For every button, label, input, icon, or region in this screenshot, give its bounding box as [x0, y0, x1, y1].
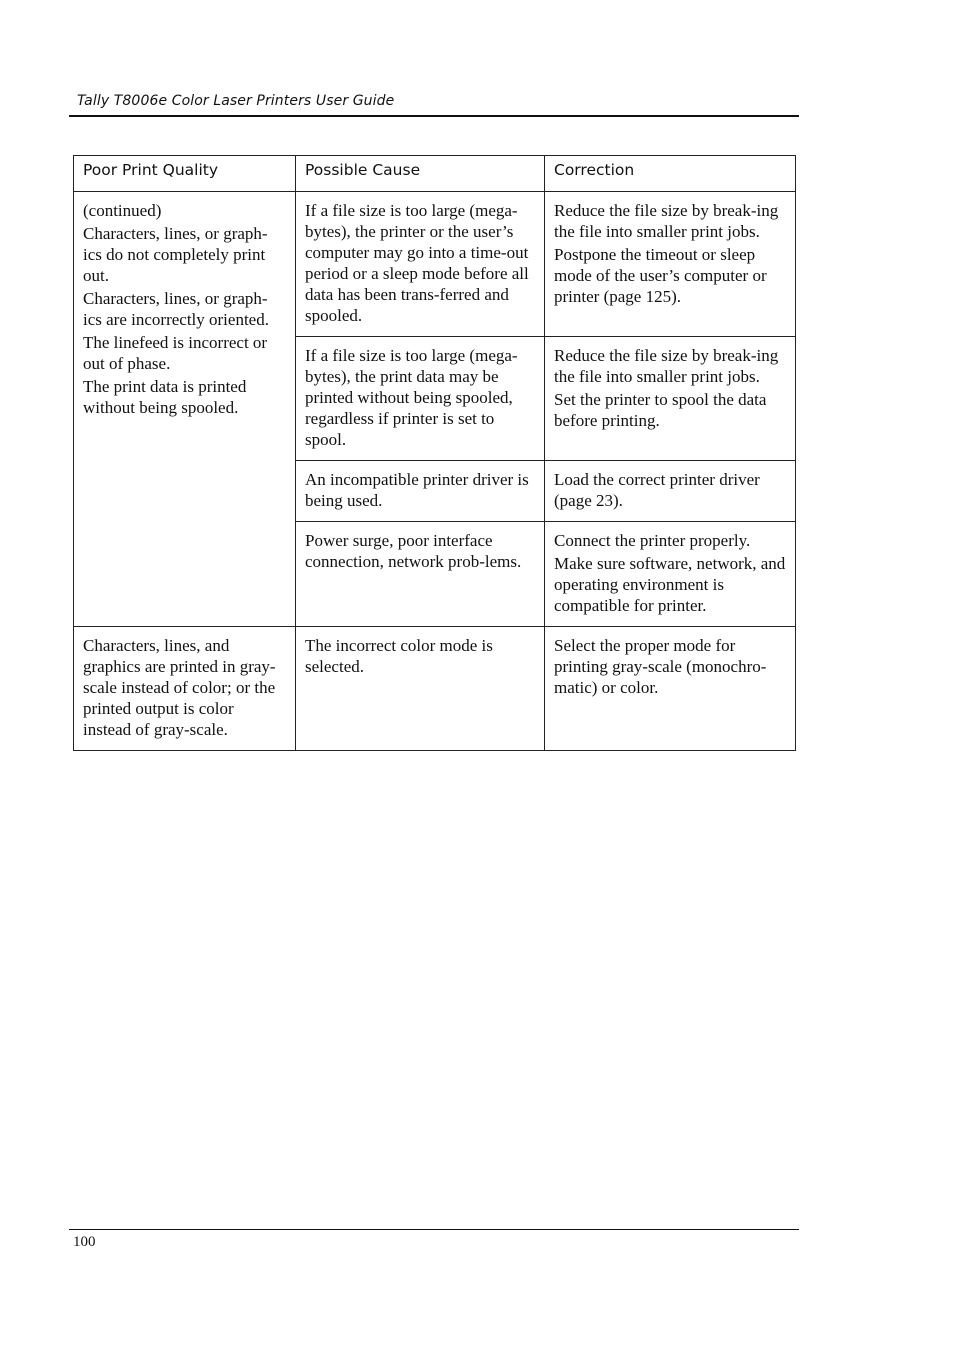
- header-rule: [69, 115, 799, 117]
- correction-text: Reduce the file size by break-ing the file into smaller print jobs.: [554, 201, 779, 241]
- quality-text: Characters, lines, and graphics are printed in gray-scale instead of color; or the printed output is color instead of gray-scale.: [83, 636, 276, 739]
- quality-cell: [74, 627, 296, 751]
- quality-cell: [74, 192, 296, 627]
- quality-text: Characters, lines, or graph-ics are incorrectly oriented.: [83, 289, 269, 329]
- cause-text: An incompatible printer driver is being used.: [305, 470, 529, 510]
- correction-text: Load the correct printer driver (page 23).: [554, 470, 760, 510]
- cause-text: If a file size is too large (mega-bytes), the printer or the user’s computer may go into a time-out period or a sleep mode before all data has been trans-ferred and spooled.: [305, 201, 529, 325]
- correction-text: Set the printer to spool the data before printing.: [554, 390, 767, 430]
- correction-text: Reduce the file size by break-ing the file into smaller print jobs.: [554, 346, 779, 386]
- correction-text: Select the proper mode for printing gray-scale (monochro-matic) or color.: [554, 636, 767, 697]
- correction-cell: [545, 461, 796, 522]
- table-header-row: [74, 156, 796, 192]
- correction-text: Make sure software, network, and operating environment is compatible for printer.: [554, 554, 786, 615]
- correction-cell: [545, 337, 796, 461]
- cause-cell: [296, 192, 545, 337]
- column-header-possible-cause: Possible Cause: [296, 156, 545, 192]
- page-number: 100: [73, 1234, 96, 1250]
- correction-text: Connect the printer properly.: [554, 531, 751, 550]
- column-header-poor-print-quality: Poor Print Quality: [74, 156, 296, 192]
- running-title: Tally T8006e Color Laser Printers User Guide: [77, 93, 395, 109]
- cause-cell: [296, 337, 545, 461]
- cause-text: The incorrect color mode is selected.: [305, 636, 493, 676]
- troubleshooting-table: [73, 155, 796, 751]
- footer-rule: [69, 1229, 799, 1230]
- cause-text: Power surge, poor interface connection, network prob-lems.: [305, 531, 522, 571]
- cause-cell: [296, 627, 545, 751]
- correction-cell: [545, 192, 796, 337]
- cause-cell: [296, 461, 545, 522]
- table-row: [74, 627, 796, 751]
- table-row: [74, 192, 796, 337]
- quality-text: The linefeed is incorrect or out of phase.: [83, 333, 268, 373]
- quality-text: The print data is printed without being spooled.: [83, 377, 247, 417]
- correction-cell: [545, 522, 796, 627]
- correction-text: Postpone the timeout or sleep mode of the user’s computer or printer (page 125).: [554, 245, 767, 306]
- column-header-correction: Correction: [545, 156, 796, 192]
- quality-text: Characters, lines, or graph-ics do not completely print out.: [83, 224, 268, 285]
- cause-text: If a file size is too large (mega-bytes), the print data may be printed without being spooled, regardless if printer is set to spool.: [305, 346, 518, 449]
- cause-cell: [296, 522, 545, 627]
- correction-cell: [545, 627, 796, 751]
- quality-text: (continued): [83, 201, 162, 220]
